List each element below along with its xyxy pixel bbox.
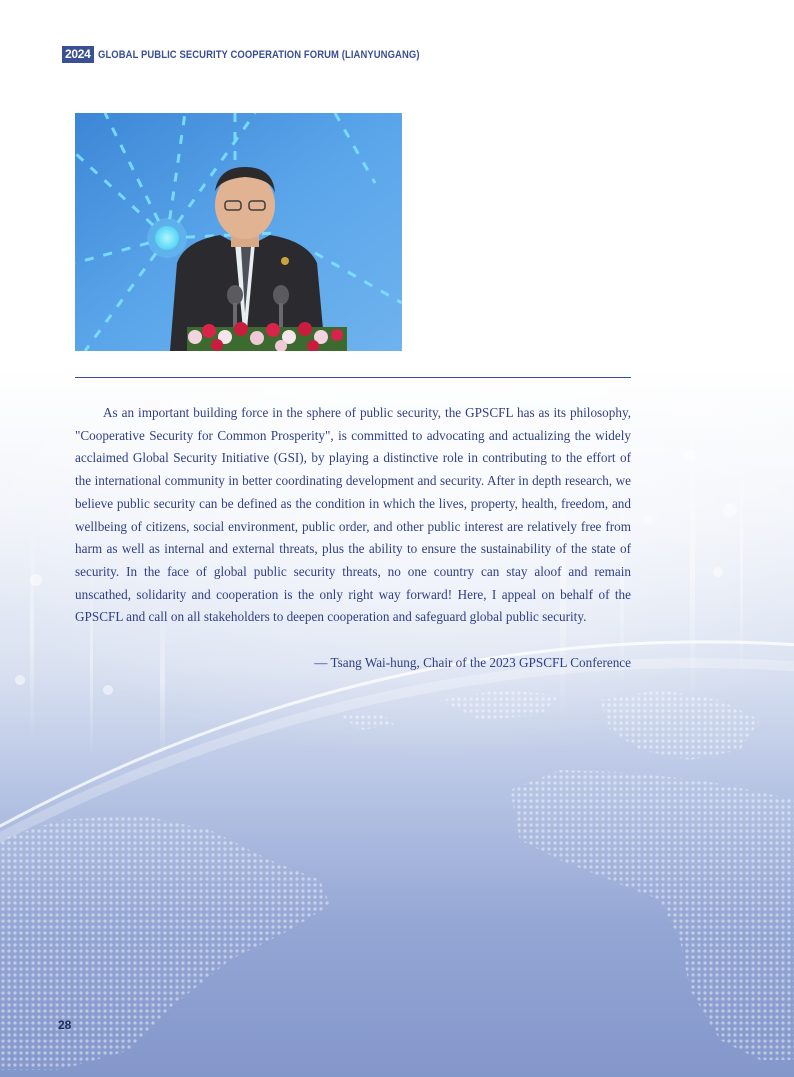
page-number: 28	[58, 1018, 72, 1032]
page-header	[62, 46, 471, 63]
speaker-photo	[75, 113, 402, 351]
forum-title: GLOBAL PUBLIC SECURITY COOPERATION FORUM (LIANYUNGANG)	[97, 48, 420, 61]
divider-line	[75, 377, 631, 378]
quote-attribution: — Tsang Wai-hung, Chair of the 2023 GPSCFL Conference	[314, 655, 631, 670]
article-body: As an important building force in the sphere of public security, the GPSCFL has as its philosophy, "Cooperative Security for Common Prosperity", is committed to advocating and actualizing the widely acclaimed Global Security Initiative (GSI), by playing a distinctive role in contributing to the effort of the international community in better coordinating development and security. After in depth research, we believe public security can be defined as the condition in which the lives, property, health, freedom, and wellbeing of citizens, social environment, public order, and other public interest are relatively free from harm as well as internal and external threats, plus the ability to ensure the sustainability of the state of security. In the face of global public security threats, no one country can stay aloof and remain unscathed, solidarity and cooperation is the only right way forward! Here, I appeal on behalf of the GPSCFL and call on all stakeholders to deepen cooperation and safeguard global public security.	[75, 405, 631, 625]
year-badge: 2024	[62, 46, 94, 63]
